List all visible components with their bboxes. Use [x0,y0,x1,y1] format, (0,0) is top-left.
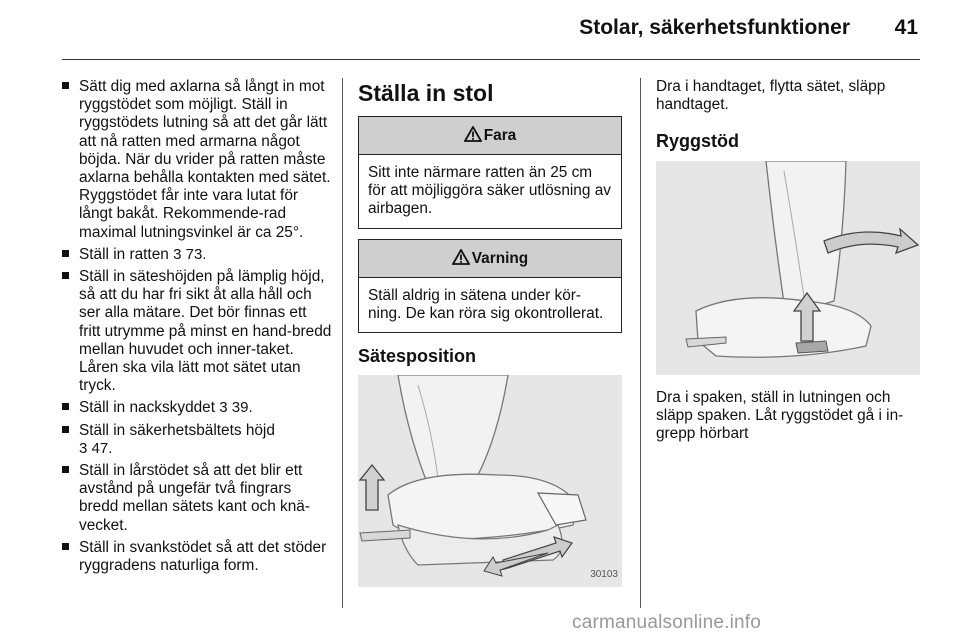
section-title: Ställa in stol [358,80,494,106]
column-3 [656,78,920,443]
column-2 [358,78,622,587]
warning-triangle-icon [452,249,470,265]
page-number: 41 [894,16,918,39]
square-bullet-icon [62,543,69,550]
page-header-title: Stolar, säkerhetsfunktioner [579,16,850,39]
backrest-figure [656,161,920,375]
warning-label: Varning [471,249,529,267]
watermark-text: carmanualsonline.info [572,612,762,633]
list-item: Sätt dig med axlarna så långt in mot ryggstödet som möjligt. Ställ in ryggstödets lutning så att det går lätt att nå ratten med armarna något böjda. När du vrider på ratten måste axlarna behålla kontakten med sätet. Ryggstödet får inte vara lutat för långt bakåt. Rekommende-rad maximal lutningsvinkel är ca 25°. [62,78,332,242]
subsection-title-seat-position: Sätesposition [358,346,477,367]
warning-box [358,239,622,333]
column-1 [62,78,332,579]
backrest-adjust-text: Dra i spaken, ställ in lutningen och släpp spaken. Låt ryggstödet gå i in-grepp hörbart [656,388,904,443]
warning-triangle-icon [464,126,482,142]
danger-text: Sitt inte närmare ratten än 25 cm för att möjliggöra säker utlösning av airbagen. [368,164,611,218]
square-bullet-icon [62,272,69,279]
seat-illustration [358,375,622,587]
list-item: Ställ in säteshöjden på lämplig höjd, så att du har fri sikt åt alla håll och ser alla mätare. Det bör finnas ett fritt utrymme på minst en hand-bredd mellan huvudet och inner-taket. Låren ska vila lätt mot sätet utan tryck. [62,268,332,395]
list-item: Ställ in säkerhetsbältets höjd 3 47. [62,422,332,458]
square-bullet-icon [62,403,69,410]
page-reference-link[interactable]: 3 47. [79,439,113,457]
warning-header [359,240,621,278]
square-bullet-icon [62,82,69,89]
subsection-title-backrest: Ryggstöd [656,131,739,152]
column-divider-2 [640,78,641,608]
square-bullet-icon [62,250,69,257]
square-bullet-icon [62,466,69,473]
danger-box [358,116,622,229]
page-reference-link[interactable]: 3 73. [173,245,207,263]
instruction-list [62,78,332,575]
backrest-illustration [656,161,920,375]
list-item: Ställ in svankstödet så att det stöder ryggradens naturliga form. [62,539,332,575]
danger-header [359,117,621,155]
figure-code: 30103 [590,566,618,584]
danger-label: Fara [483,127,517,144]
page-reference-link[interactable]: 3 39. [219,399,253,417]
warning-text: Ställ aldrig in sätena under kör-ning. De kan röra sig okontrollerat. [368,286,604,322]
list-item: Ställ in nackskyddet 3 39. [62,399,332,417]
seat-position-figure [358,375,622,587]
seat-adjust-text: Dra i handtaget, flytta sätet, släpp handtaget. [656,78,886,114]
header-divider [62,59,920,60]
list-item: Ställ in lårstödet så att det blir ett avstånd på ungefär två fingrars bredd mellan sätets kant och knä-vecket. [62,462,332,535]
square-bullet-icon [62,426,69,433]
list-item: Ställ in ratten 3 73. [62,246,332,264]
column-divider-1 [342,78,343,608]
